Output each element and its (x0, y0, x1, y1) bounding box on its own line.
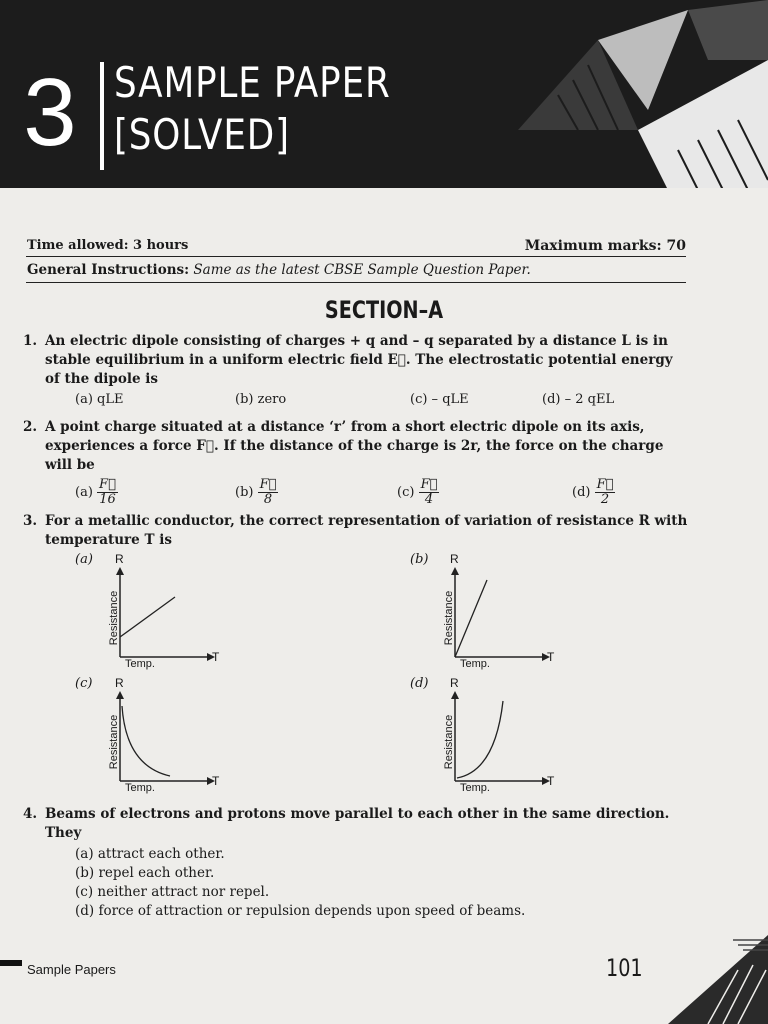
page-number: 101 (606, 954, 643, 982)
numerator: F⃗ (596, 477, 614, 492)
footer-triangle-decoration (648, 925, 768, 1024)
option-label: (c) (397, 485, 415, 500)
graph-option-label: (b) (410, 552, 429, 567)
question-text: For a metallic conductor, the correct representation of variation of resistance R with temperature T is (45, 513, 688, 548)
numerator: F⃗ (99, 477, 116, 492)
denominator: 8 (263, 492, 273, 507)
option-d (572, 478, 615, 507)
x-axis-letter: T (212, 774, 220, 788)
instructions-label: General Instructions: (27, 262, 190, 278)
question-text: Beams of electrons and protons move parallel to each other in the same direction. They (45, 806, 670, 841)
chapter-title-line1: SAMPLE PAPER (114, 58, 391, 107)
fraction (419, 478, 440, 507)
option-b: (b) zero (235, 392, 287, 407)
option-d: (d) force of attraction or repulsion depends upon speed of beams. (75, 903, 526, 919)
chapter-number: 3 (23, 59, 77, 166)
question-number: 3. (23, 513, 38, 529)
fraction (595, 478, 616, 507)
y-axis-title: Resistance (443, 590, 456, 646)
question-number: 4. (23, 806, 38, 822)
x-axis-letter: T (547, 774, 555, 788)
instructions-text: Same as the latest CBSE Sample Question Paper. (193, 262, 531, 278)
graph-option-label: (c) (75, 676, 93, 691)
time-allowed: Time allowed: 3 hours (27, 238, 189, 253)
option-d: (d) – 2 qEL (542, 392, 615, 407)
question-1 (23, 332, 690, 389)
maximum-marks: Maximum marks: 70 (524, 238, 686, 254)
y-axis-letter: R (115, 676, 124, 690)
x-axis-title: Temp. (460, 658, 490, 670)
option-c: (c) neither attract nor repel. (75, 884, 270, 900)
question-text: An electric dipole consisting of charges + q and – q separated by a distance L is in stable equilibrium in a uniform electric field E⃗. The electrostatic potential energy of the dipole is (45, 333, 673, 387)
numerator: F⃗ (259, 477, 277, 492)
denominator: 2 (600, 492, 610, 507)
y-axis-title: Resistance (108, 590, 121, 646)
question-number: 1. (23, 333, 38, 349)
rule-bottom (26, 282, 686, 283)
footer-marker (0, 960, 22, 966)
x-axis-title: Temp. (460, 782, 490, 794)
header-triangle-decoration (448, 0, 768, 190)
option-c (397, 478, 439, 507)
fraction (97, 478, 118, 507)
graph-option-label: (a) (75, 552, 93, 567)
option-label: (d) (572, 485, 591, 500)
option-a (75, 478, 118, 507)
x-axis-title: Temp. (125, 782, 155, 794)
option-label: (a) (75, 485, 93, 500)
option-c: (c) – qLE (410, 392, 469, 407)
y-axis-letter: R (450, 552, 459, 566)
general-instructions (27, 262, 687, 278)
question-4-options (75, 845, 525, 921)
rule-top (26, 256, 686, 257)
question-number: 2. (23, 419, 38, 435)
question-2 (23, 418, 690, 475)
chapter-divider (100, 62, 104, 170)
question-4 (23, 805, 690, 843)
x-axis-letter: T (547, 650, 555, 664)
option-a: (a) attract each other. (75, 846, 225, 862)
graph-option-label: (d) (410, 676, 429, 691)
question-3 (23, 512, 690, 550)
option-b (235, 478, 278, 507)
numerator: F⃗ (420, 477, 438, 492)
section-title: SECTION–A (324, 296, 444, 324)
option-a: (a) qLE (75, 392, 124, 407)
denominator: 16 (99, 492, 116, 507)
x-axis-letter: T (212, 650, 220, 664)
option-b: (b) repel each other. (75, 865, 215, 881)
x-axis-title: Temp. (125, 658, 155, 670)
chapter-header (0, 0, 768, 190)
y-axis-title: Resistance (108, 714, 121, 770)
option-label: (b) (235, 485, 254, 500)
chapter-title-line2: [SOLVED] (114, 110, 290, 159)
denominator: 4 (424, 492, 434, 507)
y-axis-letter: R (115, 552, 124, 566)
y-axis-title: Resistance (443, 714, 456, 770)
question-text: A point charge situated at a distance ‘r’ from a short electric dipole on its axis, experiences a force F⃗. If the distance of the charge is 2r, the force on the charge will be (45, 419, 664, 473)
y-axis-letter: R (450, 676, 459, 690)
fraction (258, 478, 279, 507)
footer-label: Sample Papers (27, 962, 116, 977)
